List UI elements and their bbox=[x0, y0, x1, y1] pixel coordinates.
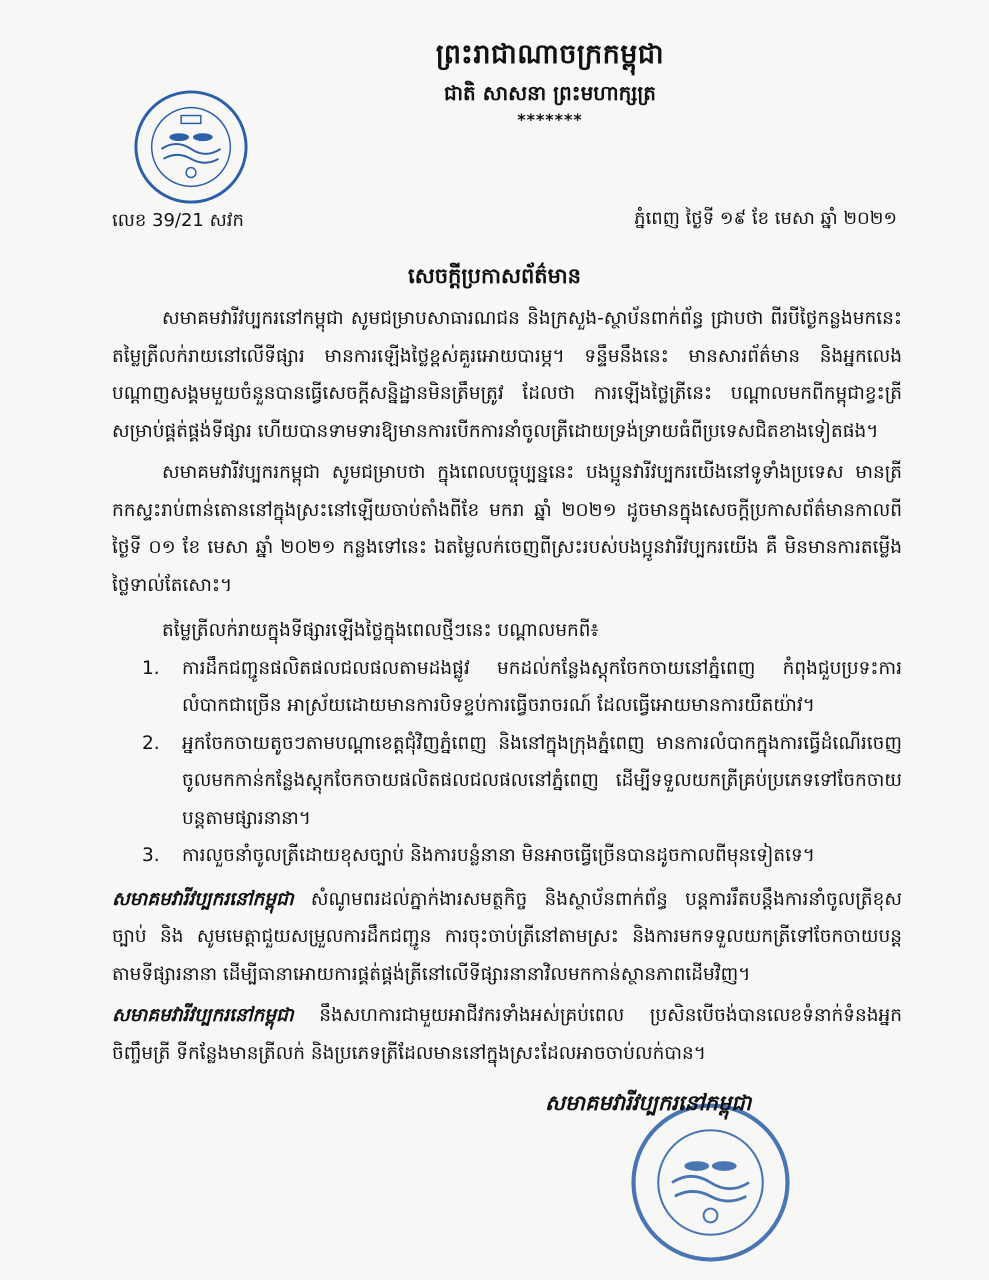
closing-text: សំណូមពរដល់ភ្នាក់ងារសមត្ថកិច្ច និងស្ថាប័នពាក់ព័ន្ធ បន្តការរឹតបន្តឹងការនាំចូលត្រីខុសច្បាប់ និង សូមមេត្តាជួយសម្រួលការដឹកជញ្ជូន ការចុះចាប់ត្រីនៅតាមស្រះ និងការមកទទួលយកត្រីទៅចែកចាយបន្តតាមទីផ្សារនានា ដើម្បីធានាអោយការផ្គត់ផ្គង់ត្រីនៅលើទីផ្សារនានាវិលមកកាន់ស្ថានភាពដើមវិញ។ bbox=[112, 888, 902, 985]
national-motto: ជាតិ សាសនា ព្រះមហាក្សត្រ bbox=[444, 81, 656, 105]
cause-list bbox=[112, 650, 902, 875]
association-logo-icon bbox=[132, 88, 250, 206]
list-item-text: ការដឹកជញ្ជូនផលិតផលជលផលតាមដងផ្លូវ មកដល់កន្លែងស្តុកចែកចាយនៅភ្នំពេញ កំពុងជួបប្រទះការលំបាកជាច្រើន អាស្រ័យដោយមានការបិទខ្ទប់ការធ្វើចរាចរណ៍ ដែលធ្វើអោយមានការយឺតយ៉ាវ។ bbox=[182, 657, 902, 716]
kingdom-heading: ព្រះរាជាណាចក្រកម្ពុជា bbox=[435, 39, 665, 70]
closing-lead: សមាគមវារីវប្បករនៅកម្ពុជា bbox=[112, 888, 294, 910]
list-item-number: 2. bbox=[142, 732, 160, 754]
signature-name: សមាគមវារីវប្បករនៅកម្ពុជា bbox=[545, 1090, 752, 1115]
list-item bbox=[142, 837, 902, 875]
document-body bbox=[112, 300, 902, 1076]
paragraph-1: សមាគមវារីវប្បករនៅកម្ពុជា សូមជម្រាបសាធារណជន និងក្រសួង-ស្ថាប័នពាក់ព័ន្ធ ជ្រាបថា ពីរបីថ្ងៃកន្លងមកនេះ តម្លៃត្រីលក់រាយនៅលើទីផ្សារ មានការឡើងថ្លៃខ្ពស់គួរអោយបារម្ភ។ ទន្ទឹមនឹងនេះ មានសារព័ត៌មាន និងអ្នកលេងបណ្តាញសង្គមមួយចំនួនបានធ្វើសេចក្តីសន្និដ្ឋានមិនត្រឹមត្រូវ ដែលថា ការឡើងថ្លៃត្រីនេះ បណ្តាលមកពីកម្ពុជាខ្វះត្រីសម្រាប់ផ្គត់ផ្គង់ទីផ្សារ ហើយបានទាមទារឱ្យមានការបើកការនាំចូលត្រីដោយទ្រង់ទ្រាយធំពីប្រទេសជិតខាងទៀតផង។ bbox=[112, 308, 902, 442]
list-item-text: អ្នកចែកចាយតូចៗតាមបណ្តាខេត្តជុំវិញភ្នំពេញ និងនៅក្នុងក្រុងភ្នំពេញ មានការលំបាកក្នុងការធ្វើដំណើរចេញចូលមកកាន់កន្លែងស្តុកចែកចាយផលិតផលជលផលនៅភ្នំពេញ ដើម្បីទទួលយកត្រីគ្រប់ប្រភេទទៅចែកចាយបន្តតាមផ្សារនានា។ bbox=[182, 732, 902, 829]
paragraph-2: សមាគមវារីវប្បករកម្ពុជា សូមជម្រាបថា ក្នុងពេលបច្ចុប្បន្ននេះ បងប្អូនវារីវប្បករយើងនៅទូទាំងប្រទេស មានត្រីកកស្ទះរាប់ពាន់តោននៅក្នុងស្រះនៅឡើយចាប់តាំងពីខែ មករា ឆ្នាំ ២០២១ ដូចមានក្នុងសេចក្តីប្រកាសព័ត៌មានកាលពីថ្ងៃទី ០១ ខែ មេសា ឆ្នាំ ២០២១ កន្លងទៅនេះ ឯតម្លៃលក់ចេញពីស្រះរបស់បងប្អូនវារីវប្បករយើង គឺ មិនមានការតម្លើងថ្លៃទាល់តែសោះ។ bbox=[112, 462, 902, 596]
list-item-text: ការលួចនាំចូលត្រីដោយខុសច្បាប់ និងការបន្លំនានា មិនអាចធ្វើច្រើនបានដូចកាលពីមុនទៀតទេ។ bbox=[182, 845, 815, 866]
closing-paragraph-2 bbox=[112, 997, 902, 1072]
list-intro: តម្លៃត្រីលក់រាយក្នុងទីផ្សារឡើងថ្លៃក្នុងពេលថ្មីៗនេះ បណ្តាលមកពី៖ bbox=[162, 620, 599, 641]
list-item-number: 3. bbox=[142, 845, 160, 866]
closing-lead: សមាគមវារីវប្បករនៅកម្ពុជា bbox=[112, 1005, 294, 1026]
list-item bbox=[142, 725, 902, 838]
list-item bbox=[142, 650, 902, 725]
closing-paragraph-1 bbox=[112, 881, 902, 994]
reference-number: លេខ 39/21 សវក bbox=[112, 210, 244, 231]
separator-stars: ******* bbox=[517, 110, 583, 129]
association-stamp-icon bbox=[628, 1100, 793, 1265]
closing-text: នឹងសហការជាមួយអាជីវករទាំងអស់គ្រប់ពេល ប្រសិនបើចង់បានលេខទំនាក់ទំនងអ្នកចិញ្ចឹមត្រី ទីកន្លែងមានត្រីលក់ និងប្រភេទត្រីដែលមាននៅក្នុងស្រះដែលអាចចាប់លក់បាន។ bbox=[112, 1005, 902, 1064]
date-line: ភ្នំពេញ ថ្ងៃទី ១៩ ខែ មេសា ឆ្នាំ ២០២១ bbox=[634, 208, 897, 229]
document-title: សេចក្តីប្រកាសព័ត៌មាន bbox=[408, 264, 581, 288]
list-item-number: 1. bbox=[142, 657, 160, 679]
